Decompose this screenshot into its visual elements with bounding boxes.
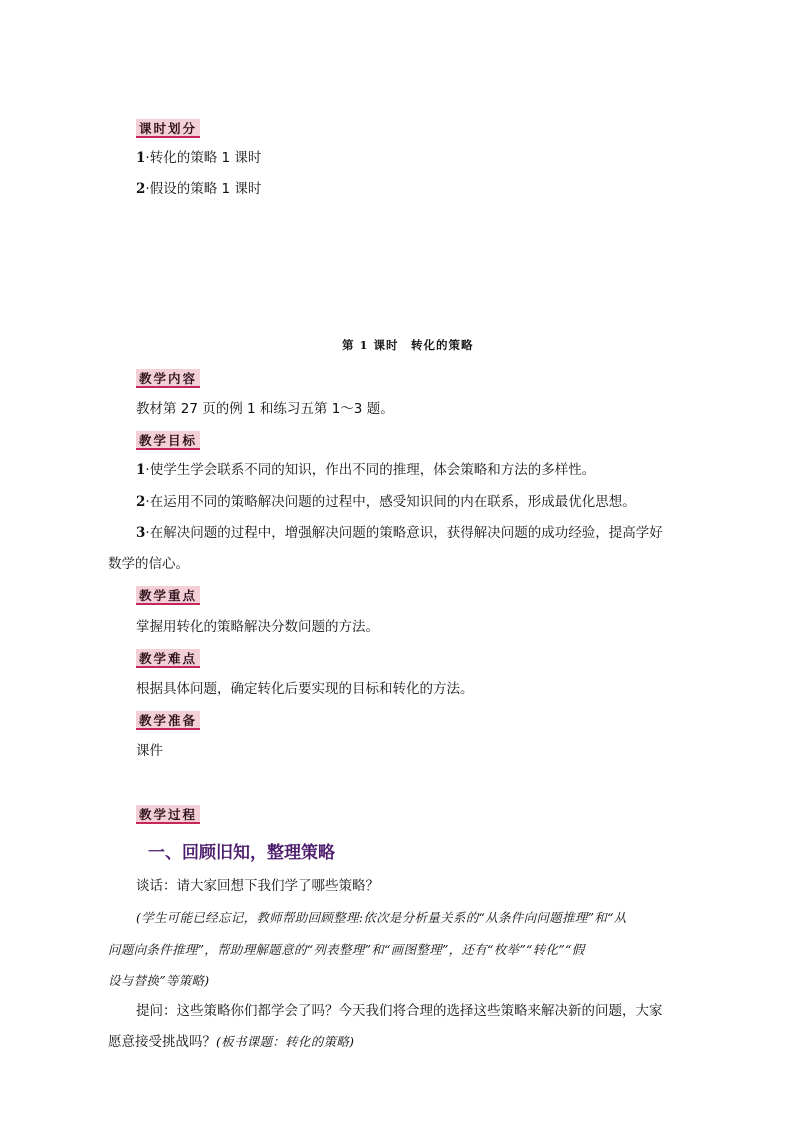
process-note-line-2: 问题向条件推理”，帮助理解题意的“列表整理”和“画图整理”，还有“枚举”“转化”“假 xyxy=(108,942,585,957)
process-note-line-3: 设与替换”等策略) xyxy=(108,973,210,988)
goal-item-2-text: ·在运用不同的策略解决问题的过程中，感受知识间的内在联系，形成最优化思想。 xyxy=(145,494,636,510)
plan-item-1 xyxy=(136,149,716,167)
goal-item-3-text: ·在解决问题的过程中，增强解决问题的策略意识，获得解决问题的成功经验，提高学好 xyxy=(145,525,663,541)
plan-item-2-text: ·假设的策略 1 课时 xyxy=(145,181,262,197)
section-badge-plan: 课时划分 xyxy=(136,119,200,138)
key-point-text: 掌握用转化的策略解决分数问题的方法。 xyxy=(136,619,379,635)
section-badge-content: 教学内容 xyxy=(136,369,200,388)
section-badge-key-point: 教学重点 xyxy=(136,586,200,605)
goal-item-1-text: ·使学生学会联系不同的知识，作出不同的推理，体会策略和方法的多样性。 xyxy=(145,462,596,478)
process-question-line-1: 提问：这些策略你们都学会了吗？今天我们将合理的选择这些策略来解决新的问题，大家 xyxy=(136,1003,663,1019)
goal-item-3 xyxy=(136,524,716,542)
goal-item-3-number: 3 xyxy=(136,525,146,541)
plan-item-2 xyxy=(136,180,716,198)
goal-item-3-continuation: 数学的信心。 xyxy=(108,556,189,572)
process-heading: 一、回顾旧知，整理策略 xyxy=(148,843,335,863)
process-talk: 谈话：请大家回想下我们学了哪些策略？ xyxy=(136,878,379,894)
plan-item-1-text: ·转化的策略 1 课时 xyxy=(145,150,262,166)
goal-item-2 xyxy=(136,493,716,511)
process-question-note: (板书课题：转化的策略) xyxy=(216,1034,355,1049)
preparation-text: 课件 xyxy=(136,743,163,759)
goal-item-1-number: 1 xyxy=(136,462,146,478)
section-badge-preparation: 教学准备 xyxy=(136,711,200,730)
lesson-title: 第 1 课时 转化的策略 xyxy=(342,338,474,352)
difficulty-text: 根据具体问题，确定转化后要实现的目标和转化的方法。 xyxy=(136,681,474,697)
content-text: 教材第 27 页的例 1 和练习五第 1～3 题。 xyxy=(136,401,394,417)
process-note-line-1: (学生可能已经忘记，教师帮助回顾整理:依次是分析量关系的“从条件向问题推理”和“从 xyxy=(136,910,627,925)
goal-item-1 xyxy=(136,461,716,479)
section-badge-difficulty: 教学难点 xyxy=(136,649,200,668)
process-question-line-2-text: 愿意接受挑战吗？ xyxy=(108,1034,216,1050)
plan-item-1-number: 1 xyxy=(136,150,146,166)
process-question-line-2 xyxy=(108,1033,688,1051)
plan-item-2-number: 2 xyxy=(136,181,146,197)
section-badge-goals: 教学目标 xyxy=(136,431,200,450)
section-badge-process: 教学过程 xyxy=(136,805,200,824)
goal-item-2-number: 2 xyxy=(136,494,146,510)
